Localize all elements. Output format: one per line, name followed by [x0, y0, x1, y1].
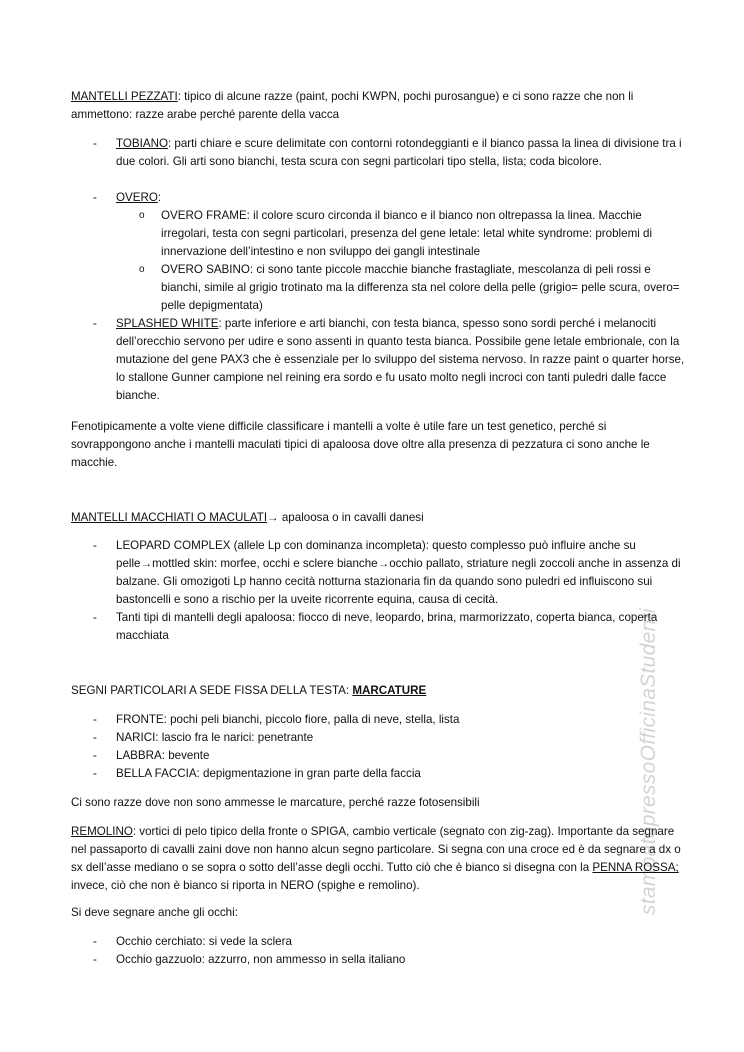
- list-item-tipi-apaloosa: [93, 609, 685, 645]
- heading-marcature: MARCATURE: [352, 684, 427, 697]
- bullet-dash: -: [93, 611, 97, 624]
- heading-mantelli-pezzati: MANTELLI PEZZATI: [71, 90, 178, 103]
- penna-rossa: PENNA ROSSA;: [592, 861, 679, 874]
- text: :: [157, 191, 162, 204]
- text: FRONTE: pochi peli bianchi, piccolo fiore, palla di neve, stella, lista: [116, 713, 460, 726]
- bullet-dash: -: [93, 749, 97, 762]
- term: SPLASHED WHITE: [116, 317, 219, 330]
- list-item-bella-faccia: [93, 765, 685, 783]
- paragraph-fotosensibili: Ci sono razze dove non sono ammesse le marcature, perché razze fotosensibili: [71, 796, 480, 809]
- bullet-dash: -: [93, 935, 97, 948]
- bullet-circle: o: [139, 264, 145, 275]
- text: : vortici di pelo tipico della fronte o SPIGA, cambio verticale (segnato con zig-zag). Importante da segnare nel passaporto di cavalli zaini dove non hanno alcun segno particolare. Si segna con una croce ed è da segnare a dx o sx dell’asse mediano o se sopra o sotto dell’asse degli occhi. Tutto ciò che è bianco si disegna con la: [71, 825, 681, 874]
- bullet-dash: -: [93, 137, 97, 150]
- text: Tanti tipi di mantelli degli apaloosa: fiocco di neve, leopardo, brina, marmorizzato, coperta bianca, coperta macchiata: [116, 611, 658, 642]
- list-item-labbra: [93, 747, 685, 765]
- bullet-dash: -: [93, 713, 97, 726]
- list-item-tobiano: [93, 135, 685, 171]
- bullet-dash: -: [93, 731, 97, 744]
- paragraph-fenotipo: Fenotipicamente a volte viene difficile classificare i mantelli a volte è utile fare un test genetico, perché si sovrappongono anche i mantelli maculati tipici di apaloosa dove oltre alla presenza di pezzatura ci sono anche le macchie.: [71, 420, 650, 469]
- bullet-dash: -: [93, 191, 97, 204]
- paragraph-mantelli-pezzati: [71, 88, 685, 124]
- sub-item-overo-sabino: [139, 261, 685, 315]
- list-item-overo: [93, 189, 685, 207]
- list-item-occhio-cerchiato: [93, 933, 685, 951]
- list-item-occhio-gazzuolo: [93, 951, 685, 969]
- paragraph-occhi-intro: Si deve segnare anche gli occhi:: [71, 906, 238, 919]
- list-item-fronte: [93, 711, 685, 729]
- term: OVERO: [116, 191, 158, 204]
- text: LEOPARD COMPLEX (allele Lp con dominanza incompleta): questo complesso può influire anche su pelle→mottled skin: morfee, occhi e sclere bianche→occhio pallato, striature negli zoccoli anche in assenza di balzane. Gli omozigoti Lp hanno cecità notturna stazionaria fin da quando sono puledri ed influiscono sui bastoncelli e sono a rischio per la uveite ricorrente equina, causa di cecità.: [116, 539, 681, 606]
- heading-segni-particolari: [71, 682, 685, 700]
- text: Occhio gazzuolo: azzurro, non ammesso in sella italiano: [116, 953, 406, 966]
- bullet-dash: -: [93, 767, 97, 780]
- text: SEGNI PARTICOLARI A SEDE FISSA DELLA TESTA:: [71, 684, 353, 697]
- term: TOBIANO: [116, 137, 168, 150]
- paragraph-mantelli-macchiati: [71, 509, 685, 527]
- sub-item-overo-frame: [139, 207, 685, 261]
- heading-remolino: REMOLINO: [71, 825, 133, 838]
- text: → apaloosa o in cavalli danesi: [267, 511, 424, 524]
- text: : tipico di alcune razze (paint, pochi KWPN, pochi purosangue) e ci sono razze che non li ammettono: razze arabe perché parente della vacca: [71, 90, 634, 121]
- text: LABBRA: bevente: [116, 749, 210, 762]
- text: : parti chiare e scure delimitate con contorni rotondeggianti e il bianco passa la linea di divisione tra i due colori. Gli arti sono bianchi, testa scura con segni particolari tipo stella, lista; coda bicolore.: [116, 137, 682, 168]
- list-item-leopard-complex: [93, 537, 685, 609]
- text: BELLA FACCIA: depigmentazione in gran parte della faccia: [116, 767, 421, 780]
- list-item-narici: [93, 729, 685, 747]
- text: Occhio cerchiato: si vede la sclera: [116, 935, 292, 948]
- bullet-dash: -: [93, 953, 97, 966]
- text: NARICI: lascio fra le narici: penetrante: [116, 731, 314, 744]
- heading-mantelli-macchiati: MANTELLI MACCHIATI O MACULATI: [71, 511, 268, 524]
- text: : parte inferiore e arti bianchi, con testa bianca, spesso sono sordi perché i melanociti dell’orecchio servono per udire e sono assenti in quanto testa bianca. Possibile gene letale embrionale, con la mutazione del gene PAX3 che è essenziale per lo sviluppo del sistema nervoso. In razze paint o quarter horse, lo stallone Gunner campione nel reining era sordo e fu usato molto negli incroci con tanti puledri dalle facce bianche.: [116, 317, 685, 402]
- bullet-circle: o: [139, 210, 145, 221]
- list-item-splashed-white: [93, 315, 685, 405]
- paragraph-remolino: [71, 823, 685, 895]
- text: invece, ciò che non è bianco si riporta in NERO (spighe e remolino).: [71, 879, 420, 892]
- text: OVERO FRAME: il colore scuro circonda il bianco e il bianco non oltrepassa la linea. Macchie irregolari, testa con segni particolari, presenza del gene letale: letal white syndrome: problemi di innervazione dell’intestino e non sviluppo dei gangli intestinale: [161, 209, 653, 258]
- bullet-dash: -: [93, 317, 97, 330]
- watermark: stampatopressoOfficinaStudenti: [637, 608, 660, 915]
- bullet-dash: -: [93, 539, 97, 552]
- text: OVERO SABINO: ci sono tante piccole macchie bianche frastagliate, mescolanza di peli rossi e bianchi, simile al grigio trotinato ma la differenza sta nel colore della pelle (grigio= pelle scura, overo= pelle depigmentata): [161, 263, 680, 312]
